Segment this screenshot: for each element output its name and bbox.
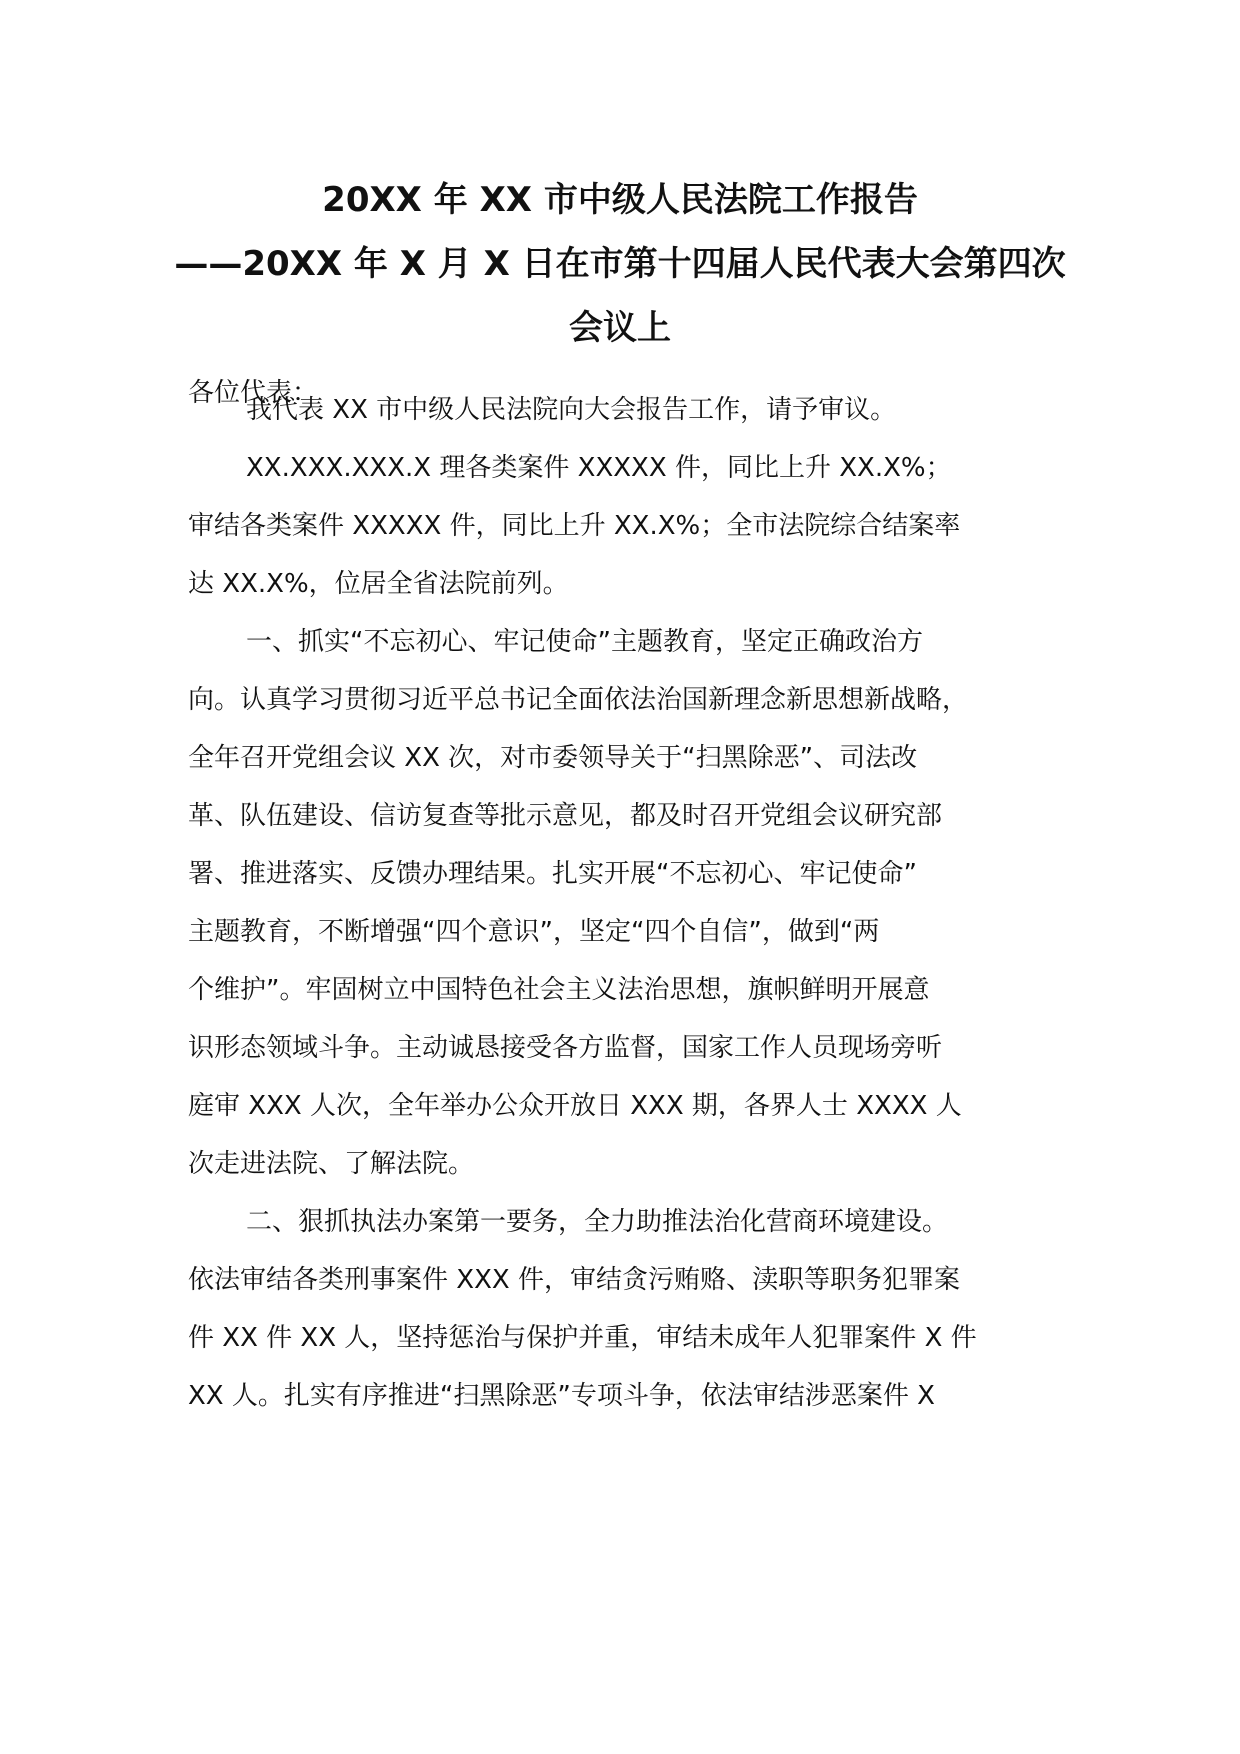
body-line: 庭审 XXX 人次，全年举办公众开放日 XXX 期，各界人士 XXXX 人 <box>188 1091 962 1121</box>
document-title <box>150 168 1090 360</box>
body-line: 全年召开党组会议 XX 次，对市委领导关于“扫黑除恶”、司法改 <box>188 743 918 773</box>
body-line: 次走进法院、了解法院。 <box>188 1149 475 1179</box>
body-line: XX 人。扎实有序推进“扫黑除恶”专项斗争，依法审结涉恶案件 X <box>188 1381 935 1411</box>
body-line: 一、抓实“不忘初心、牢记使命”主题教育，坚定正确政治方 <box>246 627 923 657</box>
body-line: 识形态领域斗争。主动诚恳接受各方监督，国家工作人员现场旁听 <box>188 1033 943 1063</box>
body-line: 件 XX 件 XX 人，坚持惩治与保护并重，审结未成年人犯罪案件 X 件 <box>188 1323 977 1353</box>
body-line: 向。认真学习贯彻习近平总书记全面依法治国新理念新思想新战略， <box>188 685 969 715</box>
body-line: 个维护”。牢固树立中国特色社会主义法治思想，旗帜鲜明开展意 <box>188 975 930 1005</box>
body-line: XX.XXX.XXX.X 理各类案件 XXXXX 件，同比上升 XX.X%； <box>246 453 952 483</box>
body-line: 主题教育，不断增强“四个意识”，坚定“四个自信”，做到“两 <box>188 917 880 947</box>
body-line: 二、狠抓执法办案第一要务，全力助推法治化营商环境建设。 <box>246 1207 949 1237</box>
body-line: 我代表 XX 市中级人民法院向大会报告工作，请予审议。 <box>246 395 897 425</box>
title-line-3: 会议上 <box>569 308 671 348</box>
body-line: 达 XX.X%，位居全省法院前列。 <box>188 569 569 599</box>
body-line: 署、推进落实、反馈办理结果。扎实开展“不忘初心、牢记使命” <box>188 859 917 889</box>
body-line: 审结各类案件 XXXXX 件，同比上升 XX.X%；全市法院综合结案率 <box>188 511 961 541</box>
title-line-1: 20XX 年 XX 市中级人民法院工作报告 <box>322 180 918 220</box>
title-line-2: ——20XX 年 X 月 X 日在市第十四届人民代表大会第四次 <box>174 244 1066 284</box>
body-line: 革、队伍建设、信访复查等批示意见，都及时召开党组会议研究部 <box>188 801 943 831</box>
salutation: 各位代表： <box>188 378 319 408</box>
body-line: 依法审结各类刑事案件 XXX 件，审结贪污贿赂、渎职等职务犯罪案 <box>188 1265 960 1295</box>
